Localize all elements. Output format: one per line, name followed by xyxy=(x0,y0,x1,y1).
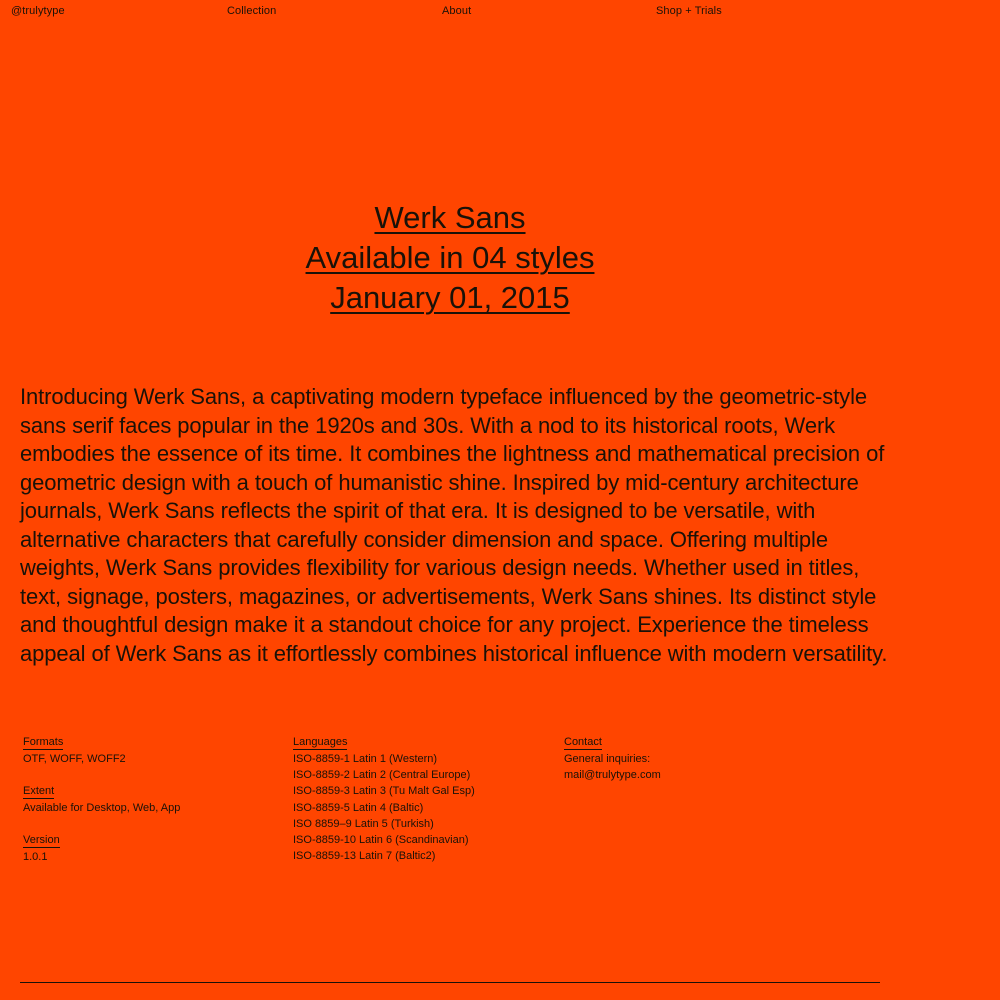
language-item: ISO-8859-13 Latin 7 (Baltic2) xyxy=(293,850,436,863)
intro-paragraph: Introducing Werk Sans, a captivating modern typeface influenced by the geometric-style sans serif faces popular in the 1920s and 30s. With a nod to its historical roots, Werk embodies the essence of its time. It combines the lightness and mathematical precision of geometric design with a touch of humanistic shine. Inspired by mid-century architecture journals, Werk Sans reflects the spirit of that era. It is designed to be versatile, with alternative characters that carefully consider dimension and space. Offering multiple weights, Werk Sans provides flexibility for various design needs. Whether used in titles, text, signage, posters, magazines, or advertisements, Werk Sans shines. Its distinct style and thoughtful design make it a standout choice for any project. Experience the timeless appeal of Werk Sans as it effortlessly combines historical influence with modern versatility. xyxy=(20,384,888,666)
contact-column xyxy=(564,734,824,783)
nav-shop-trials-link[interactable]: Shop + Trials xyxy=(656,5,722,17)
formats-value: OTF, WOFF, WOFF2 xyxy=(23,753,126,765)
bottom-divider xyxy=(20,982,880,983)
version-value: 1.0.1 xyxy=(23,851,48,864)
extent-label: Extent xyxy=(23,785,55,798)
languages-label: Languages xyxy=(293,736,348,748)
general-inquiries-label: General inquiries: xyxy=(564,753,651,765)
language-item: ISO-8859-5 Latin 4 (Baltic) xyxy=(293,801,424,814)
version-group xyxy=(23,832,283,865)
languages-column xyxy=(293,734,553,864)
formats-group xyxy=(23,734,283,767)
language-item: ISO 8859–9 Latin 5 (Turkish) xyxy=(293,817,434,830)
version-label: Version xyxy=(23,834,60,847)
nav-handle-link[interactable]: @trulytype xyxy=(11,5,65,17)
language-item: ISO-8859-2 Latin 2 (Central Europe) xyxy=(293,769,471,782)
contact-email-link[interactable]: mail@trulytype.com xyxy=(564,769,661,782)
contact-label: Contact xyxy=(564,736,602,748)
nav-about-link[interactable]: About xyxy=(442,5,472,17)
extent-group xyxy=(23,783,283,816)
hero-title-block xyxy=(0,198,900,318)
styles-count: Available in 04 styles xyxy=(305,240,595,275)
extent-value: Available for Desktop, Web, App xyxy=(23,802,181,815)
nav-collection-link[interactable]: Collection xyxy=(227,5,277,17)
language-item: ISO-8859-3 Latin 3 (Tu Malt Gal Esp) xyxy=(293,785,475,798)
release-date: January 01, 2015 xyxy=(330,280,570,315)
typeface-name: Werk Sans xyxy=(374,200,526,235)
formats-label: Formats xyxy=(23,736,64,748)
language-item: ISO-8859-1 Latin 1 (Western) xyxy=(293,753,438,765)
language-item: ISO-8859-10 Latin 6 (Scandinavian) xyxy=(293,834,469,847)
top-navigation xyxy=(0,0,1000,22)
specs-column xyxy=(23,734,283,882)
